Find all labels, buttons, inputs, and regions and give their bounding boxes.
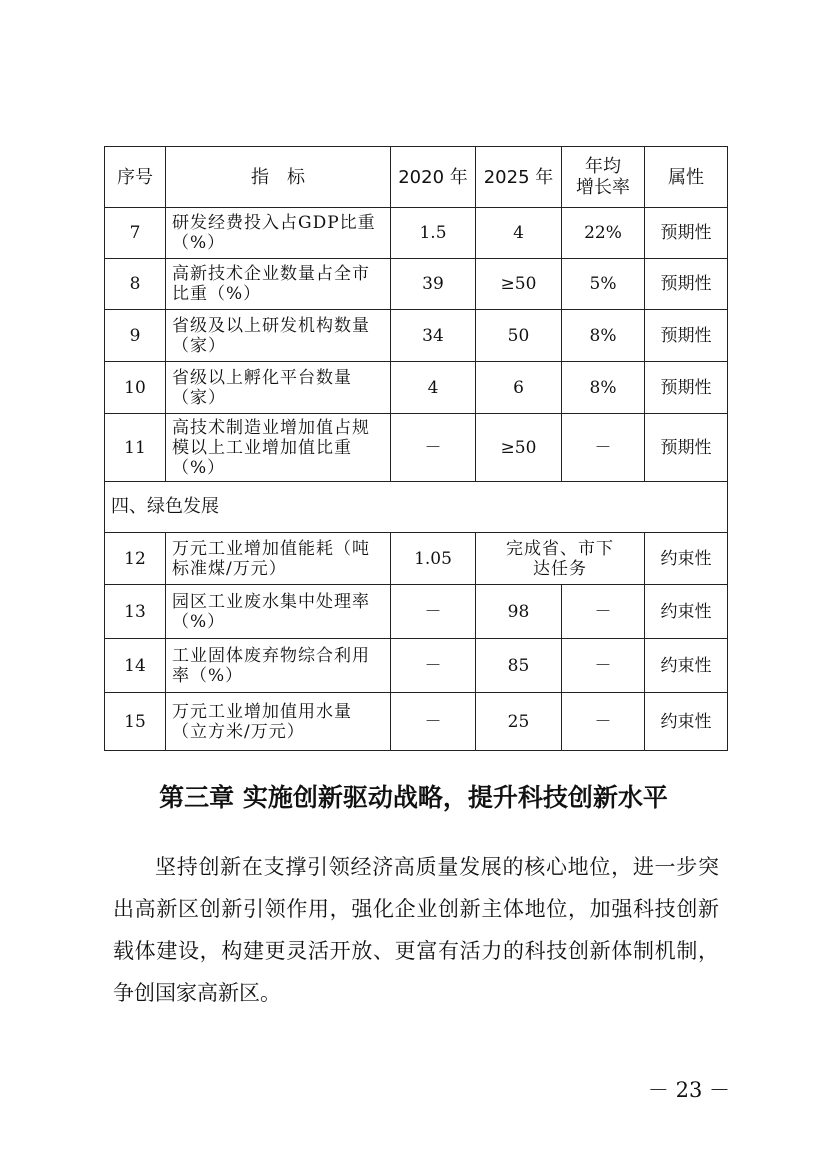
cell-indicator: 高新技术企业数量占全市比重（%） (166, 259, 391, 310)
table-row (105, 259, 728, 310)
page-number: － 23 － (647, 1078, 730, 1102)
header-no: 序号 (105, 147, 166, 208)
cell-growth: 22% (562, 208, 645, 259)
cell-indicator: 万元工业增加值用水量（立方米/万元） (166, 693, 391, 751)
header-2020: 2020 年 (391, 147, 476, 208)
cell-2020: 39 (391, 259, 476, 310)
body-paragraph: 坚持创新在支撑引领经济高质量发展的核心地位，进一步突出高新区创新引领作用，强化企业创新主体地位，加强科技创新载体建设，构建更灵活开放、更富有活力的科技创新体制机制，争创国家高新区。 (113, 855, 719, 1005)
cell-2020: 4 (391, 362, 476, 414)
cell-2020: 34 (391, 310, 476, 362)
cell-indicator: 高技术制造业增加值占规模以上工业增加值比重（%） (166, 414, 391, 482)
header-attribute: 属性 (645, 147, 728, 208)
cell-2020: － (391, 585, 476, 639)
cell-no: 11 (105, 414, 166, 482)
table-row (105, 208, 728, 259)
header-indicator: 指 标 (166, 147, 391, 208)
cell-attribute: 预期性 (645, 362, 728, 414)
cell-growth: － (562, 639, 645, 693)
table-row (105, 585, 728, 639)
cell-indicator: 园区工业废水集中处理率（%） (166, 585, 391, 639)
cell-2025: 50 (476, 310, 562, 362)
cell-no: 8 (105, 259, 166, 310)
cell-2025: 98 (476, 585, 562, 639)
cell-attribute: 约束性 (645, 693, 728, 751)
cell-no: 13 (105, 585, 166, 639)
cell-2020: 1.5 (391, 208, 476, 259)
header-2025: 2025 年 (476, 147, 562, 208)
cell-no: 9 (105, 310, 166, 362)
cell-indicator: 省级及以上研发机构数量（家） (166, 310, 391, 362)
cell-no: 7 (105, 208, 166, 259)
cell-growth: 8% (562, 362, 645, 414)
cell-attribute: 预期性 (645, 414, 728, 482)
chapter-title: 第三章 实施创新驱动战略，提升科技创新水平 (159, 783, 668, 812)
cell-growth: － (562, 693, 645, 751)
section-title: 四、绿色发展 (105, 482, 728, 533)
cell-attribute: 预期性 (645, 259, 728, 310)
cell-2020: 1.05 (391, 533, 476, 585)
table-row (105, 414, 728, 482)
cell-growth: 5% (562, 259, 645, 310)
indicator-table (104, 146, 728, 751)
cell-attribute: 约束性 (645, 639, 728, 693)
cell-indicator: 省级以上孵化平台数量（家） (166, 362, 391, 414)
cell-2025: 85 (476, 639, 562, 693)
cell-indicator: 研发经费投入占GDP比重（%） (166, 208, 391, 259)
cell-growth: － (562, 585, 645, 639)
cell-2020: － (391, 639, 476, 693)
cell-2025: 4 (476, 208, 562, 259)
cell-growth: － (562, 414, 645, 482)
cell-2025: ≥50 (476, 414, 562, 482)
section-row (105, 482, 728, 533)
cell-indicator: 万元工业增加值能耗（吨标准煤/万元） (166, 533, 391, 585)
table-header-row (105, 147, 728, 208)
cell-attribute: 约束性 (645, 533, 728, 585)
cell-2025: 25 (476, 693, 562, 751)
cell-no: 15 (105, 693, 166, 751)
table-row (105, 310, 728, 362)
cell-2020: － (391, 414, 476, 482)
cell-attribute: 预期性 (645, 310, 728, 362)
cell-attribute: 约束性 (645, 585, 728, 639)
cell-2025: ≥50 (476, 259, 562, 310)
cell-indicator: 工业固体废弃物综合利用率（%） (166, 639, 391, 693)
table-row (105, 693, 728, 751)
cell-2020: － (391, 693, 476, 751)
cell-attribute: 预期性 (645, 208, 728, 259)
cell-growth: 8% (562, 310, 645, 362)
table-row (105, 533, 728, 585)
table-row (105, 639, 728, 693)
header-growth: 年均 增长率 (562, 147, 645, 208)
table-row (105, 362, 728, 414)
cell-target: 完成省、市下达任务 (476, 533, 645, 585)
cell-no: 12 (105, 533, 166, 585)
cell-no: 14 (105, 639, 166, 693)
cell-2025: 6 (476, 362, 562, 414)
cell-no: 10 (105, 362, 166, 414)
